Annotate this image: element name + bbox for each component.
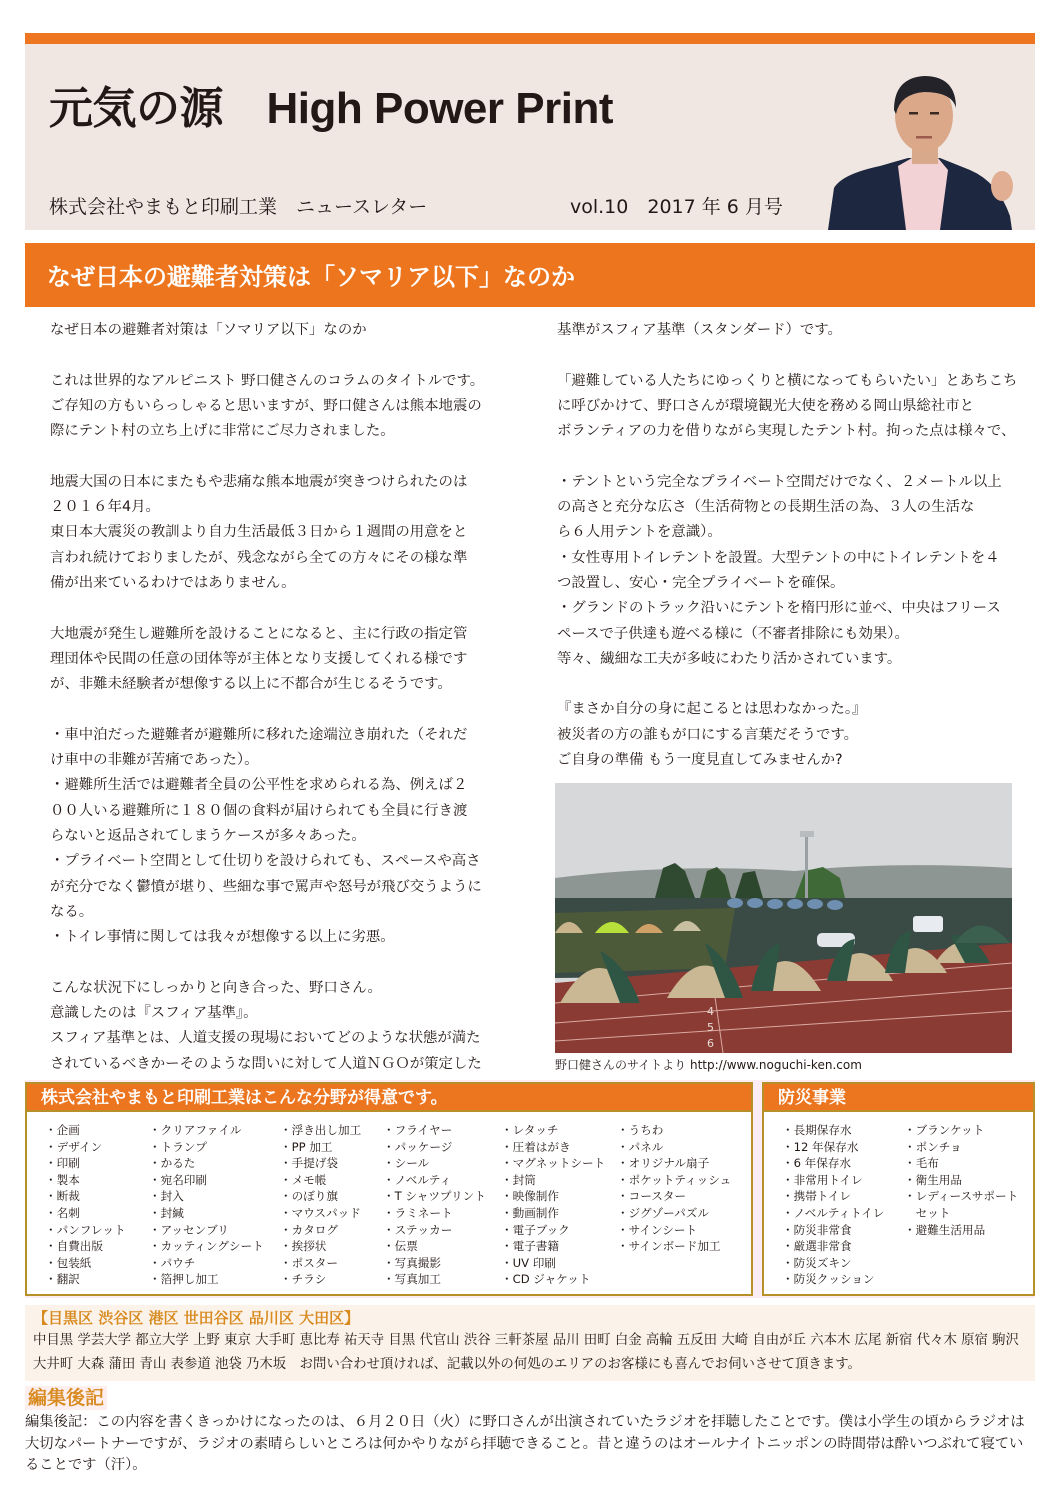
article-left-column — [50, 318, 520, 1077]
article-line: 「避難している人たちにゆっくりと横になってもらいたい」とあちこち — [557, 372, 1018, 389]
issue-number: vol.10 2017 年 6 月号 — [570, 196, 783, 218]
article-line: に呼びかけて、野口さんが環境観光大使を務める岡山県総社市と — [557, 397, 975, 414]
service-item: ・チラシ — [280, 1272, 327, 1287]
tent-village-photo — [555, 783, 1012, 1053]
article-line: が、非難未経験者が想像する以上に不都合が生じるそうです。 — [50, 676, 452, 693]
service-item: ・CD ジャケット — [501, 1272, 591, 1287]
disaster-item: ・避難生活用品 — [904, 1222, 986, 1237]
disaster-item: ・12 年保存水 — [782, 1139, 859, 1154]
masthead — [25, 44, 1035, 230]
article-line — [557, 343, 1027, 368]
article-line — [50, 596, 520, 621]
article-right-column — [557, 318, 1027, 773]
service-item: ・アッセンブリ — [149, 1222, 229, 1237]
editorial-text: 編集後記：この内容を書くきっかけになったのは、６月２０日（火）に野口さんが出演されていたラジオを拝聴したことです。僕は小学生の頃からラジオは大切なパートナーですが、ラジオの素晴らしいところは何かやりながら拝聴できること。昔と違うのはオールナイトニッポンの時間帯は酔いつぶれて寝ていることです（汗）。 — [25, 1414, 1025, 1473]
service-item: ・ジグゾーパズル — [617, 1205, 709, 1220]
service-item: ・製本 — [45, 1172, 80, 1187]
newsletter-subtitle: 株式会社やまもと印刷工業 ニュースレター — [49, 196, 428, 218]
services-column — [45, 1122, 126, 1288]
article-line: ００人いる避難所に１８０個の食料が届けられても全員に行き渡 — [50, 802, 468, 819]
service-item: ・ステッカー — [383, 1222, 453, 1237]
service-item: ・手提げ袋 — [280, 1156, 338, 1171]
article-line: ペースで子供達も遊べる様に（不審者排除にも効果）。 — [557, 625, 909, 642]
service-item: ・封緘 — [149, 1205, 184, 1220]
service-item: ・うちわ — [617, 1123, 664, 1137]
services-column — [149, 1122, 264, 1288]
disaster-item: ・衛生用品 — [904, 1172, 962, 1187]
disaster-item: ・防災ズキン — [782, 1255, 852, 1270]
disaster-column — [782, 1122, 884, 1288]
article-line: 大地震が発生し避難所を設けることになると、主に行政の指定管 — [50, 625, 468, 642]
service-area-heading: 【目黒区 渋谷区 港区 世田谷区 品川区 大田区】 — [33, 1309, 360, 1327]
service-item: ・オリジナル扇子 — [617, 1156, 710, 1171]
disaster-item: ・毛布 — [904, 1156, 939, 1171]
services-column — [617, 1122, 731, 1255]
service-item: ・挨拶状 — [280, 1239, 327, 1254]
article-line: ・車中泊だった避難者が避難所に移れた途端泣き崩れた（それだ — [50, 726, 468, 743]
article-line: ・グランドのトラック沿いにテントを楕円形に並べ、中央はフリース — [557, 600, 1001, 617]
portrait-photo — [820, 66, 1025, 230]
svg-text:5: 5 — [707, 1021, 714, 1034]
article-line: ・避難所生活では避難者全員の公平性を求められる為、例えば２ — [50, 777, 468, 794]
service-item: ・サインシート — [617, 1222, 698, 1237]
article-line — [50, 444, 520, 469]
article-line: 際にテント村の立ち上げに非常にご尽力されました。 — [50, 423, 395, 440]
services-column — [280, 1122, 361, 1288]
service-item: ・UV 印刷 — [501, 1255, 556, 1270]
service-item: ・断裁 — [45, 1189, 80, 1204]
article-line: ・女性専用トイレテントを設置。大型テントの中にトイレテントを４ — [557, 549, 1000, 566]
service-area-section — [25, 1305, 1035, 1381]
service-item: ・自費出版 — [45, 1239, 103, 1254]
service-item: ・ノベルティ — [383, 1172, 452, 1187]
service-item: ・映像制作 — [501, 1189, 559, 1204]
service-area-text: 中目黒 学芸大学 都立大学 上野 東京 大手町 恵比寿 祐天寺 目黒 代官山 渋谷 三軒茶屋 品川 田町 白金 高輪 五反田 大崎 自由が丘 六本木 広尾 新宿 代々木 原宿 駒沢 大井町 大森 蒲田 青山 表参道 池袋 乃木坂 お問い合わせ頂ければ、記載以外の何処のエリアのお客様にも喜んでお伺いさせて頂きます。 — [33, 1333, 1019, 1372]
service-item: ・封筒 — [501, 1172, 536, 1187]
disaster-item: ・非常用トイレ — [782, 1172, 863, 1187]
service-item: ・かるた — [149, 1156, 196, 1171]
article-line: の高さと充分な広さ（生活荷物との長期生活の為、３人の生活な — [557, 499, 975, 516]
service-item: ・マウスパッド — [280, 1205, 361, 1220]
newsletter-title: 元気の源 High Power Print — [49, 84, 613, 133]
service-item: ・伝票 — [383, 1239, 418, 1254]
service-item: ・コースター — [617, 1189, 686, 1204]
service-item: ・電子書籍 — [501, 1239, 559, 1254]
services-box — [25, 1082, 753, 1296]
service-item: ・トランプ — [149, 1139, 207, 1154]
article-line: スフィア基準とは、人道支援の現場においてどのような状態が満た — [50, 1030, 481, 1047]
disaster-heading: 防災事業 — [764, 1084, 1033, 1112]
article-line: ・トイレ事情に関しては我々が想像する以上に劣悪。 — [50, 929, 395, 946]
article-line: ・プライベート空間として仕切りを設けられても、スペースや高さ — [50, 853, 481, 870]
article-title: なぜ日本の避難者対策は「ソマリア以下」なのか — [47, 263, 575, 291]
article-line: ・テントという完全なプライベート空間だけでなく、２メートル以上 — [557, 473, 1002, 490]
photo-caption: 野口健さんのサイトより http://www.noguchi-ken.com — [555, 1058, 862, 1072]
svg-text:6: 6 — [707, 1037, 714, 1050]
disaster-item: ・ポンチョ — [904, 1139, 962, 1154]
service-item: ・パウチ — [149, 1255, 196, 1270]
article-line: 等々、繊細な工夫が多岐にわたり活かされています。 — [557, 650, 902, 667]
article-line: 意識したのは『スフィア基準』。 — [50, 1005, 258, 1022]
article-line: つ設置し、安心・完全プライベートを確保。 — [557, 574, 845, 591]
service-item: ・パッケージ — [383, 1139, 453, 1154]
article-line: ２０１６年4月。 — [50, 499, 160, 516]
service-item: ・カッティングシート — [149, 1239, 264, 1254]
service-item: ・フライヤー — [383, 1123, 453, 1137]
service-item: ・ポケットティッシュ — [617, 1172, 732, 1187]
service-item: ・写真加工 — [383, 1272, 441, 1287]
disaster-item: ・ブランケット — [904, 1123, 985, 1137]
disaster-item: ・長期保存水 — [782, 1123, 852, 1137]
service-item: ・マグネットシート — [501, 1156, 606, 1171]
article-line: こんな状況下にしっかりと向き合った、野口さん。 — [50, 979, 382, 996]
top-accent-bar — [25, 33, 1035, 44]
article-line — [50, 950, 520, 975]
disaster-item: ・レディースサポート — [904, 1189, 1019, 1204]
article-line: 基準がスフィア基準（スタンダード）です。 — [557, 322, 842, 338]
service-item: ・パンフレット — [45, 1222, 126, 1237]
article-line: ご存知の方もいらっしゃると思いますが、野口健さんは熊本地震の — [50, 397, 482, 414]
service-item: ・デザイン — [45, 1139, 103, 1154]
service-item: ・動画制作 — [501, 1205, 559, 1220]
article-line: 被災者の方の誰もが口にする言葉だそうです。 — [557, 726, 859, 743]
service-item: ・T シャツプリント — [383, 1189, 486, 1204]
services-column — [501, 1122, 605, 1288]
services-heading: 株式会社やまもと印刷工業はこんな分野が得意です。 — [27, 1084, 751, 1112]
service-item: ・箔押し加工 — [149, 1272, 219, 1287]
service-item: ・包装紙 — [45, 1255, 92, 1270]
disaster-column — [904, 1122, 1018, 1238]
service-item: ・名刺 — [45, 1205, 80, 1220]
article-line: け車中の非難が苦痛であった）。 — [50, 752, 259, 769]
disaster-item: セット — [904, 1205, 951, 1220]
article-line: なぜ日本の避難者対策は「ソマリア以下」なのか — [50, 322, 367, 338]
disaster-item: ・防災非常食 — [782, 1222, 852, 1237]
service-item: ・企画 — [45, 1123, 80, 1137]
service-item: ・レタッチ — [501, 1123, 559, 1137]
service-item: ・ラミネート — [383, 1205, 453, 1220]
service-item: ・のぼり旗 — [280, 1189, 338, 1204]
article-line: これは世界的なアルピニスト 野口健さんのコラムのタイトルです。 — [50, 372, 485, 389]
article-line: 言われ続けておりましたが、残念ながら全ての方々にその様な準 — [50, 549, 468, 566]
service-item: ・カタログ — [280, 1222, 338, 1237]
article-line: されているべきかーそのような問いに対して人道ＮＧＯが策定した — [50, 1055, 482, 1072]
article-line: 備が出来ているわけではありません。 — [50, 574, 296, 591]
disaster-item: ・防災クッション — [782, 1272, 875, 1287]
service-item: ・クリアファイル — [149, 1123, 242, 1137]
article-line: 東日本大震災の教訓より自力生活最低３日から１週間の用意をと — [50, 524, 468, 541]
article-line: なる。 — [50, 903, 94, 920]
editorial-heading: 編集後記 — [25, 1386, 107, 1410]
article-line: ボランティアの力を借りながら実現したテント村。拘った点は様々で、 — [557, 423, 1016, 440]
service-item: ・写真撮影 — [383, 1255, 441, 1270]
service-item: ・翻訳 — [45, 1272, 80, 1287]
article-line: ら６人用テントを意識）。 — [557, 524, 722, 541]
service-item: ・サインボード加工 — [617, 1239, 721, 1254]
disaster-item: ・6 年保存水 — [782, 1156, 852, 1171]
disaster-item: ・ノベルティトイレ — [782, 1205, 885, 1220]
service-item: ・宛名印刷 — [149, 1172, 207, 1187]
article-line: らないと返品されてしまうケースが多々あった。 — [50, 827, 366, 844]
article-line — [50, 697, 520, 722]
service-item: ・シール — [383, 1156, 430, 1171]
service-item: ・封入 — [149, 1189, 184, 1204]
disaster-prevention-box — [762, 1082, 1035, 1296]
article-line: 理団体や民間の任意の団体等が主体となり支援してくれる様です — [50, 650, 468, 667]
service-item: ・電子ブック — [501, 1222, 570, 1237]
disaster-item: ・携帯トイレ — [782, 1189, 851, 1204]
article-title-bar — [25, 243, 1035, 307]
service-item: ・ポスター — [280, 1255, 338, 1270]
service-item: ・圧着はがき — [501, 1139, 571, 1154]
service-item: ・パネル — [617, 1139, 664, 1154]
service-item: ・PP 加工 — [280, 1139, 333, 1154]
article-line — [557, 444, 1027, 469]
service-item: ・印刷 — [45, 1156, 80, 1171]
article-line — [50, 343, 520, 368]
svg-text:4: 4 — [707, 1005, 714, 1018]
service-item: ・メモ帳 — [280, 1172, 327, 1187]
article-line: ご自身の準備 もう一度見直してみませんか? — [557, 752, 843, 769]
article-line — [557, 672, 1027, 697]
article-line: 地震大国の日本にまたもや悲痛な熊本地震が突きつけられたのは — [50, 473, 468, 490]
article-line: 『まさか自分の身に起こるとは思わなかった。』 — [557, 701, 867, 718]
article-line: が充分でなく鬱憤が堪り、些細な事で罵声や怒号が飛び交うように — [50, 878, 482, 895]
disaster-item: ・厳選非常食 — [782, 1239, 852, 1254]
services-column — [383, 1122, 486, 1288]
service-item: ・浮き出し加工 — [280, 1123, 362, 1137]
